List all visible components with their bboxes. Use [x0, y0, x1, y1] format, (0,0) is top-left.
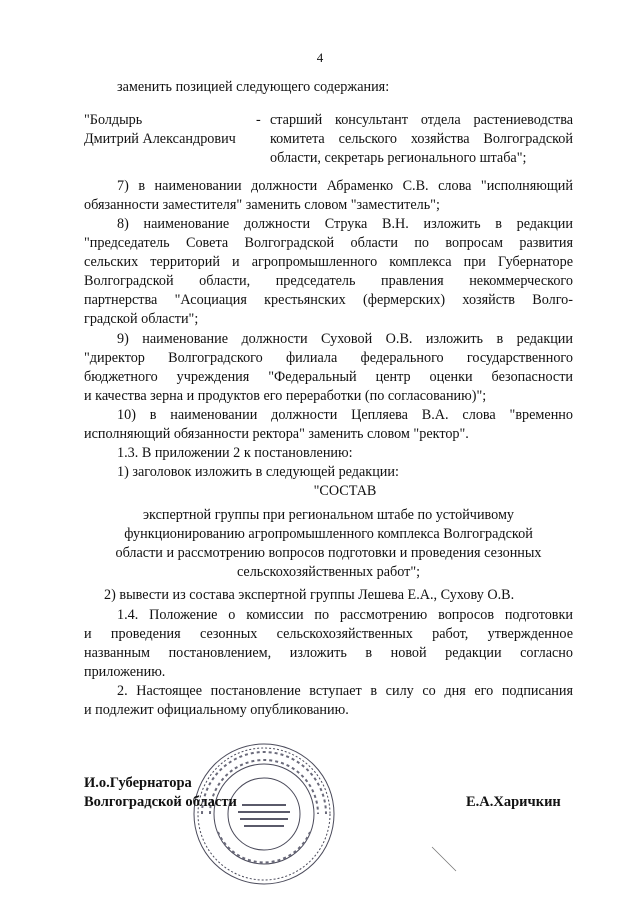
- paragraph-1-3: 1.3. В приложении 2 к постановлению:: [117, 445, 353, 461]
- paragraph-1-4-line-4: приложению.: [84, 664, 166, 680]
- item-8-line-3: сельских территорий и агропромышленного комплекса при Губернаторе: [84, 254, 573, 270]
- composition-subtitle-line-2: функционированию агропромышленного комплекса Волгоградской: [124, 526, 533, 542]
- pen-mark-icon: [430, 845, 460, 875]
- member-description: старший консультант отдела растениеводства комитета сельского хозяйства Волгоградской области, секретарь регионального штаба";: [270, 112, 573, 166]
- paragraph-2-line-2: и подлежит официальному опубликованию.: [84, 702, 349, 718]
- item-8-line-6: градской области";: [84, 311, 199, 327]
- member-dash: -: [256, 112, 261, 128]
- item-10-line-1: 10) в наименовании должности Цепляева В.А. слова "временно: [117, 407, 573, 423]
- member-name: "Болдырь Дмитрий Александрович: [84, 112, 236, 147]
- page-number: 4: [316, 50, 324, 65]
- paragraph-1-3-item-1: 1) заголовок изложить в следующей редакции:: [117, 464, 399, 480]
- item-9-line-1: 9) наименование должности Суховой О.В. изложить в редакции: [117, 331, 573, 347]
- signatory-title-line-1: И.о.Губернатора: [84, 775, 192, 791]
- intro-line: заменить позицией следующего содержания:: [117, 79, 390, 95]
- composition-title: "СОСТАВ: [313, 483, 377, 499]
- item-8-line-4: Волгоградской области, председатель правления некоммерческого: [84, 273, 573, 289]
- item-7-line-1: 7) в наименовании должности Абраменко С.В. слова "исполняющий: [117, 178, 573, 194]
- composition-subtitle-line-1: экспертной группы при региональном штабе по устойчивому: [142, 507, 515, 523]
- paragraph-1-4-line-3: названным постановлением, изложить в новой редакции согласно: [84, 645, 573, 661]
- signatory-name: Е.А.Харичкин: [466, 794, 561, 810]
- item-10-line-2: исполняющий обязанности ректора" заменить словом "ректор".: [84, 426, 469, 442]
- item-9-line-4: и качества зерна и продуктов его переработки (по согласованию)";: [84, 388, 487, 404]
- official-seal-icon: [190, 740, 338, 888]
- item-9-line-3: бюджетного учреждения "Федеральный центр оценки безопасности: [84, 369, 573, 385]
- composition-subtitle-line-3: области и рассмотрению вопросов подготовки и проведения сезонных: [115, 545, 542, 561]
- paragraph-1-4-line-2: и проведения сезонных сельскохозяйственных работ, утвержденное: [84, 626, 573, 642]
- item-8-line-5: партнерства "Асоциация крестьянских (фермерских) хозяйств Волго-: [84, 292, 573, 308]
- paragraph-1-4-line-1: 1.4. Положение о комиссии по рассмотрению вопросов подготовки: [117, 607, 573, 623]
- item-8-line-1: 8) наименование должности Струка В.Н. изложить в редакции: [117, 216, 573, 232]
- item-7-line-2: обязанности заместителя" заменить словом "заместитель";: [84, 197, 440, 213]
- paragraph-item-2: 2) вывести из состава экспертной группы Лешева Е.А., Сухову О.В.: [104, 587, 515, 603]
- item-8-line-2: "председатель Совета Волгоградской области по вопросам развития: [84, 235, 573, 251]
- paragraph-2-line-1: 2. Настоящее постановление вступает в силу со дня его подписания: [117, 683, 573, 699]
- item-9-line-2: "директор Волгоградского филиала федерального государственного: [84, 350, 573, 366]
- signatory-title-line-2: Волгоградской области: [84, 794, 237, 810]
- composition-subtitle-line-4: сельскохозяйственных работ";: [236, 564, 421, 580]
